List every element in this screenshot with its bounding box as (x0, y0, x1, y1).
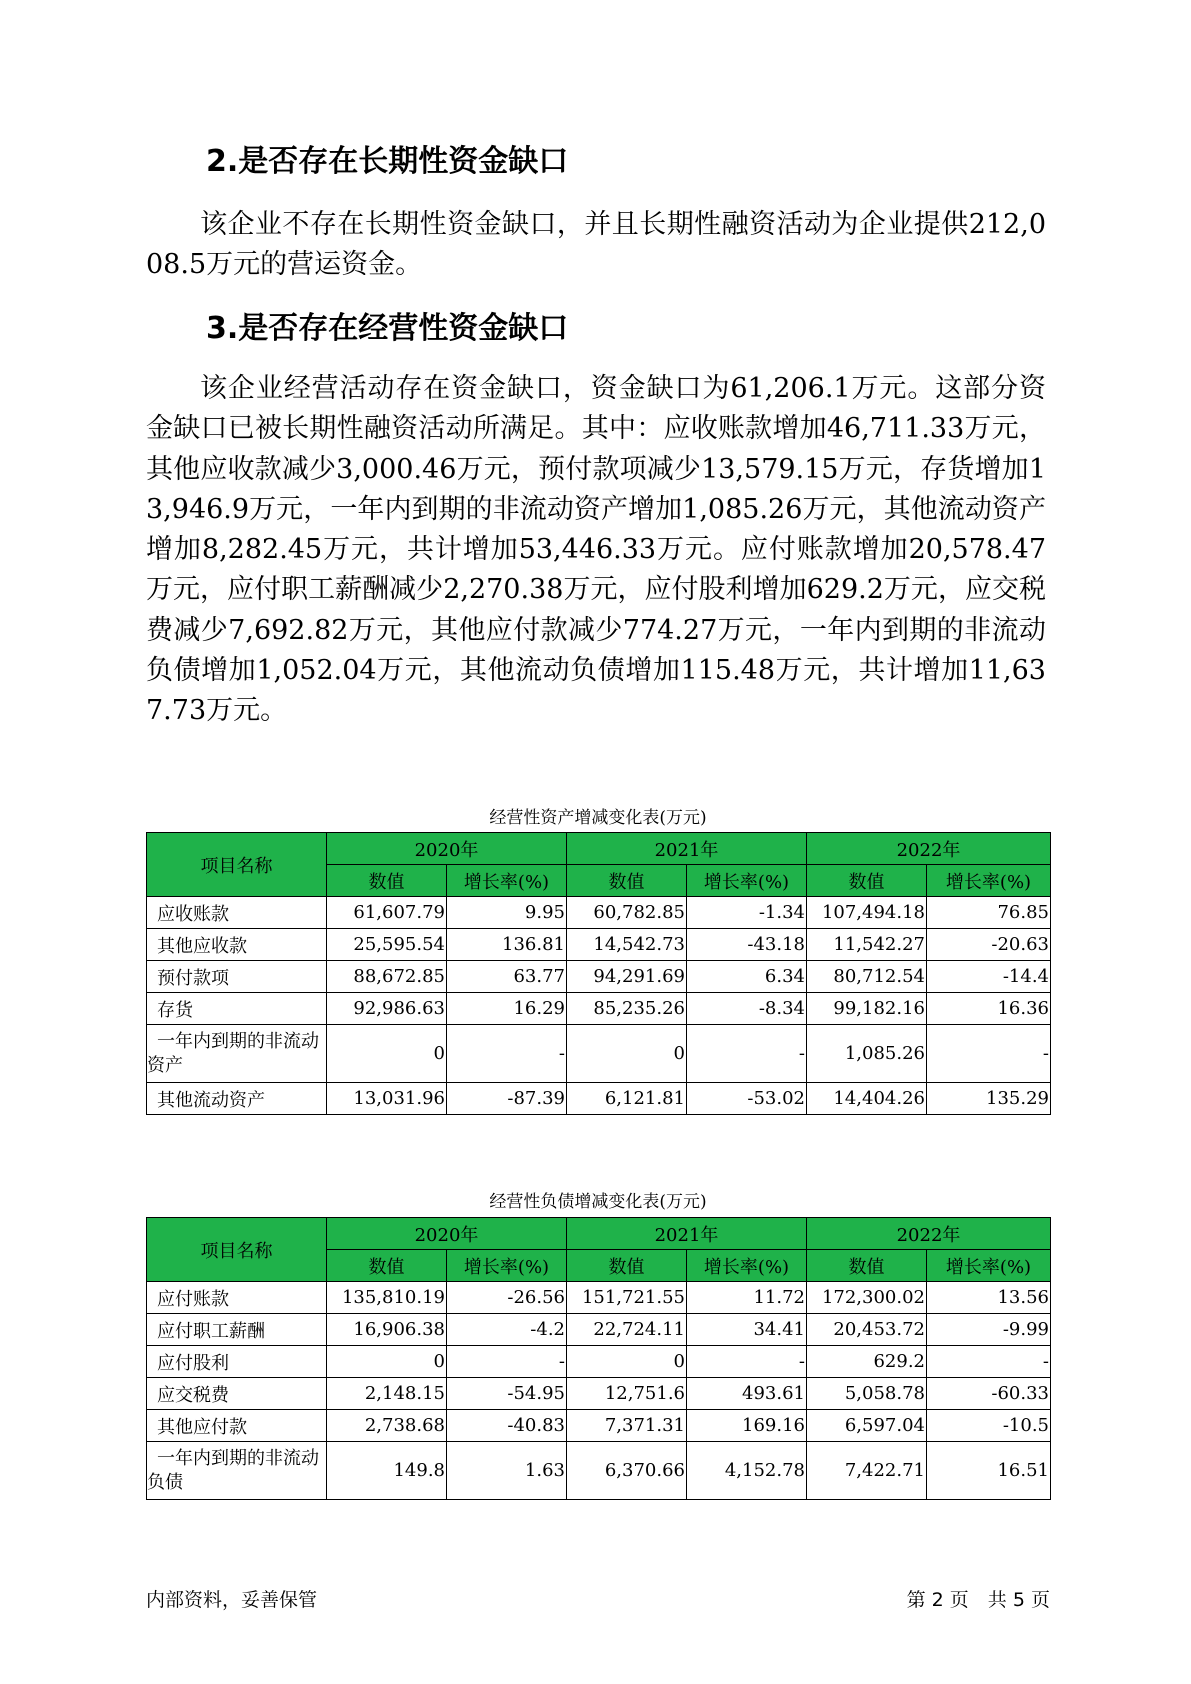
growth-rate-cell: -1.34 (687, 897, 807, 929)
table-row (147, 1314, 1051, 1346)
value-cell: 12,751.6 (567, 1378, 687, 1410)
value-cell: 13,031.96 (327, 1083, 447, 1115)
page-suffix: 页 (1030, 1589, 1050, 1611)
growth-rate-cell: 493.61 (687, 1378, 807, 1410)
value-cell: 0 (567, 1025, 687, 1083)
growth-rate-cell: 16.29 (447, 993, 567, 1025)
growth-rate-cell: -4.2 (447, 1314, 567, 1346)
growth-rate-cell: -54.95 (447, 1378, 567, 1410)
row-item-name: 其他应收款 (147, 929, 327, 961)
row-item-name: 应付股利 (147, 1346, 327, 1378)
value-cell: 0 (327, 1025, 447, 1083)
growth-rate-cell: -26.56 (447, 1282, 567, 1314)
footer-page-number (880, 1585, 1050, 1612)
growth-rate-cell: 1.63 (447, 1442, 567, 1500)
growth-rate-cell: - (687, 1346, 807, 1378)
growth-rate-cell: - (447, 1025, 567, 1083)
page-middle: 页 共 (949, 1589, 1007, 1611)
row-item-name: 其他应付款 (147, 1410, 327, 1442)
sub-header: 数值 (807, 865, 927, 897)
sub-header: 增长率(%) (687, 1250, 807, 1282)
growth-rate-cell: - (927, 1346, 1051, 1378)
value-cell: 2,738.68 (327, 1410, 447, 1442)
growth-rate-cell: -14.4 (927, 961, 1051, 993)
value-cell: 7,371.31 (567, 1410, 687, 1442)
row-item-name: 应交税费 (147, 1378, 327, 1410)
year-header: 2022年 (807, 833, 1051, 865)
growth-rate-cell: 169.16 (687, 1410, 807, 1442)
value-cell: 22,724.11 (567, 1314, 687, 1346)
section-heading-2: 2.是否存在长期性资金缺口 (206, 144, 569, 179)
table-row (147, 1025, 1051, 1083)
paragraph-long-term-gap: 该企业不存在长期性资金缺口，并且长期性融资活动为企业提供212,008.5万元的营运资金。 (146, 209, 1046, 281)
growth-rate-cell: 6.34 (687, 961, 807, 993)
value-cell: 6,121.81 (567, 1083, 687, 1115)
table-row (147, 1378, 1051, 1410)
sub-header: 增长率(%) (447, 1250, 567, 1282)
row-item-name: 应付职工薪酬 (147, 1314, 327, 1346)
year-header: 2020年 (327, 1218, 567, 1250)
value-cell: 172,300.02 (807, 1282, 927, 1314)
sub-header: 数值 (807, 1250, 927, 1282)
table-row (147, 1410, 1051, 1442)
paragraph-operating-gap: 该企业经营活动存在资金缺口，资金缺口为61,206.1万元。这部分资金缺口已被长期性融资活动所满足。其中：应收账款增加46,711.33万元，其他应收款减少3,000.46万元，预付款项减少13,579.15万元，存货增加13,946.9万元，一年内到期的非流动资产增加1,085.26万元，其他流动资产增加8,282.45万元，共计增加53,446.33万元。应付账款增加20,578.47万元，应付职工薪酬减少2,270.38万元，应付股利增加629.2万元，应交税费减少7,692.82万元，其他应付款减少774.27万元，一年内到期的非流动负债增加1,052.04万元，其他流动负债增加115.48万元，共计增加11,637.73万元。 (146, 373, 1046, 727)
value-cell: 80,712.54 (807, 961, 927, 993)
value-cell: 6,370.66 (567, 1442, 687, 1500)
growth-rate-cell: - (687, 1025, 807, 1083)
table-row (147, 929, 1051, 961)
growth-rate-cell: 34.41 (687, 1314, 807, 1346)
table-row (147, 961, 1051, 993)
sub-header: 增长率(%) (447, 865, 567, 897)
value-cell: 16,906.38 (327, 1314, 447, 1346)
value-cell: 11,542.27 (807, 929, 927, 961)
value-cell: 7,422.71 (807, 1442, 927, 1500)
value-cell: 94,291.69 (567, 961, 687, 993)
growth-rate-cell: 16.36 (927, 993, 1051, 1025)
growth-rate-cell: -43.18 (687, 929, 807, 961)
value-cell: 99,182.16 (807, 993, 927, 1025)
row-item-name: 其他流动资产 (147, 1083, 327, 1115)
growth-rate-cell: -87.39 (447, 1083, 567, 1115)
table-row (147, 993, 1051, 1025)
growth-rate-cell: -8.34 (687, 993, 807, 1025)
footer-confidential-note: 内部资料，妥善保管 (146, 1589, 318, 1611)
value-cell: 14,404.26 (807, 1083, 927, 1115)
year-header: 2021年 (567, 1218, 807, 1250)
value-cell: 25,595.54 (327, 929, 447, 961)
year-header: 2020年 (327, 833, 567, 865)
value-cell: 149.8 (327, 1442, 447, 1500)
growth-rate-cell: 76.85 (927, 897, 1051, 929)
value-cell: 1,085.26 (807, 1025, 927, 1083)
growth-rate-cell: 135.29 (927, 1083, 1051, 1115)
assets-table (146, 832, 1051, 1115)
sub-header: 数值 (327, 865, 447, 897)
value-cell: 2,148.15 (327, 1378, 447, 1410)
row-item-name: 应付账款 (147, 1282, 327, 1314)
row-item-name: 一年内到期的非流动资产 (147, 1025, 327, 1083)
section-heading-3: 3.是否存在经营性资金缺口 (206, 311, 569, 346)
sub-header: 增长率(%) (687, 865, 807, 897)
sub-header: 增长率(%) (927, 1250, 1051, 1282)
page-total: 5 (1012, 1589, 1025, 1611)
value-cell: 0 (567, 1346, 687, 1378)
table-row (147, 1442, 1051, 1500)
sub-header: 数值 (567, 865, 687, 897)
growth-rate-cell: -20.63 (927, 929, 1051, 961)
growth-rate-cell: 136.81 (447, 929, 567, 961)
value-cell: 6,597.04 (807, 1410, 927, 1442)
row-item-name: 存货 (147, 993, 327, 1025)
growth-rate-cell: -10.5 (927, 1410, 1051, 1442)
value-cell: 88,672.85 (327, 961, 447, 993)
growth-rate-cell: - (927, 1025, 1051, 1083)
value-cell: 629.2 (807, 1346, 927, 1378)
value-cell: 92,986.63 (327, 993, 447, 1025)
item-name-header: 项目名称 (147, 1218, 327, 1282)
value-cell: 135,810.19 (327, 1282, 447, 1314)
row-item-name: 预付款项 (147, 961, 327, 993)
value-cell: 14,542.73 (567, 929, 687, 961)
growth-rate-cell: - (447, 1346, 567, 1378)
value-cell: 61,607.79 (327, 897, 447, 929)
liabilities-table-caption: 经营性负债增减变化表(万元) (489, 1192, 707, 1212)
table-row (147, 1282, 1051, 1314)
value-cell: 107,494.18 (807, 897, 927, 929)
row-item-name: 一年内到期的非流动负债 (147, 1442, 327, 1500)
liabilities-table (146, 1217, 1051, 1500)
sub-header: 数值 (327, 1250, 447, 1282)
item-name-header: 项目名称 (147, 833, 327, 897)
sub-header: 数值 (567, 1250, 687, 1282)
growth-rate-cell: 16.51 (927, 1442, 1051, 1500)
growth-rate-cell: -53.02 (687, 1083, 807, 1115)
value-cell: 5,058.78 (807, 1378, 927, 1410)
row-item-name: 应收账款 (147, 897, 327, 929)
value-cell: 20,453.72 (807, 1314, 927, 1346)
year-header: 2021年 (567, 833, 807, 865)
value-cell: 60,782.85 (567, 897, 687, 929)
year-header: 2022年 (807, 1218, 1051, 1250)
sub-header: 增长率(%) (927, 865, 1051, 897)
page-current: 2 (931, 1589, 944, 1611)
growth-rate-cell: -60.33 (927, 1378, 1051, 1410)
assets-table-caption: 经营性资产增减变化表(万元) (489, 808, 707, 828)
growth-rate-cell: 63.77 (447, 961, 567, 993)
growth-rate-cell: -9.99 (927, 1314, 1051, 1346)
growth-rate-cell: 11.72 (687, 1282, 807, 1314)
value-cell: 0 (327, 1346, 447, 1378)
growth-rate-cell: 13.56 (927, 1282, 1051, 1314)
value-cell: 151,721.55 (567, 1282, 687, 1314)
table-row (147, 1346, 1051, 1378)
growth-rate-cell: -40.83 (447, 1410, 567, 1442)
table-row (147, 897, 1051, 929)
value-cell: 85,235.26 (567, 993, 687, 1025)
table-row (147, 1083, 1051, 1115)
growth-rate-cell: 4,152.78 (687, 1442, 807, 1500)
growth-rate-cell: 9.95 (447, 897, 567, 929)
page-prefix: 第 (906, 1589, 926, 1611)
